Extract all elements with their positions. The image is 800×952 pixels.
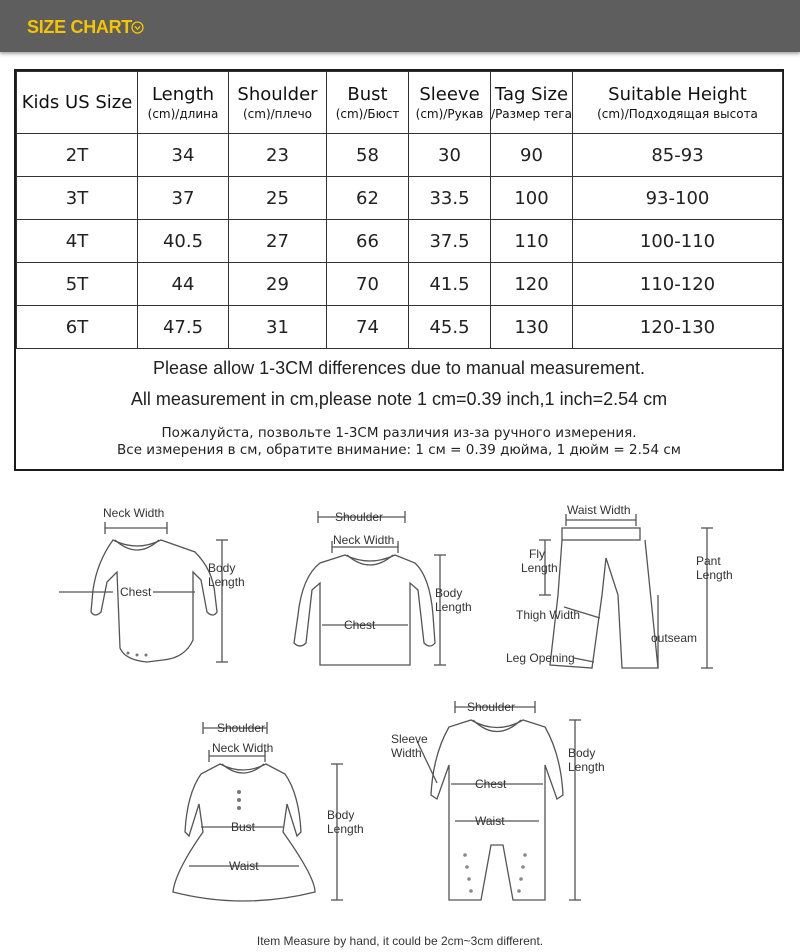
- table-cell: 70: [327, 263, 409, 306]
- diagram-label: Bust: [231, 820, 256, 834]
- table-row: [17, 263, 783, 306]
- table-cell: 93-100: [573, 177, 783, 220]
- diagram-label: Waist: [229, 859, 259, 873]
- note-line: Пожалуйста, позвольте 1-3CM различия из-за ручного измерения.: [161, 425, 637, 441]
- table-cell: 58: [327, 134, 409, 177]
- table-cell: 25: [229, 177, 327, 220]
- table-cell: 40.5: [138, 220, 229, 263]
- table-cell: 66: [327, 220, 409, 263]
- diagram-label: Chest: [344, 618, 376, 632]
- column-header: Sleeve (cm)/Рукав: [409, 72, 491, 134]
- diagram-label: outseam: [651, 631, 698, 645]
- table-cell: 37: [138, 177, 229, 220]
- size-chart-header: [0, 0, 800, 52]
- diagram-label: Shoulder: [217, 721, 266, 735]
- table-cell: 74: [327, 306, 409, 349]
- table-cell: 110: [491, 220, 573, 263]
- diagram-label: Neck Width: [333, 533, 395, 547]
- diagram-label: Body: [568, 746, 596, 760]
- diagram-label: Fly: [529, 547, 545, 561]
- table-cell: 31: [229, 306, 327, 349]
- diagram-label: Neck Width: [212, 741, 274, 755]
- header-title: SIZE CHART: [27, 17, 133, 37]
- diagram-label: Shoulder: [335, 510, 384, 524]
- table-row: [17, 134, 783, 177]
- table-cell: 34: [138, 134, 229, 177]
- diagram-label: Length: [696, 568, 733, 582]
- table-cell: 3T: [17, 177, 138, 220]
- note-line: Все измерения в см, обратите внимание: 1 см = 0.39 дюйма, 1 дюйм = 2.54 см: [117, 442, 681, 458]
- diagram-label: Length: [568, 760, 605, 774]
- table-cell: 41.5: [409, 263, 491, 306]
- table-cell: 130: [491, 306, 573, 349]
- column-header: Kids US Size: [17, 72, 138, 134]
- column-header: Shoulder (cm)/плечо: [229, 72, 327, 134]
- table-row: [17, 220, 783, 263]
- table-cell: 33.5: [409, 177, 491, 220]
- footer-note: Item Measure by hand, it could be 2cm~3cm different.: [256, 934, 544, 948]
- diagram-label: Chest: [475, 777, 507, 791]
- pants-outline: [550, 540, 658, 668]
- diagram-label: Pant: [696, 554, 721, 568]
- table-cell: 85-93: [573, 134, 783, 177]
- table-row: [17, 306, 783, 349]
- table-row: [17, 177, 783, 220]
- diagram-label: Length: [327, 822, 364, 836]
- column-header: Length (cm)/длина: [138, 72, 229, 134]
- romper-outline: [431, 720, 563, 900]
- table-cell: 37.5: [409, 220, 491, 263]
- diagram-label: Thigh Width: [516, 608, 581, 622]
- diagram-label: Leg Opening: [506, 651, 575, 665]
- table-cell: 100: [491, 177, 573, 220]
- column-header: Suitable Height (cm)/Подходящая высота: [573, 72, 783, 134]
- romper-diagram: [385, 695, 625, 910]
- diagram-label: Body: [435, 586, 463, 600]
- table-cell: 110-120: [573, 263, 783, 306]
- table-cell: 120: [491, 263, 573, 306]
- diagram-label: Waist: [475, 814, 505, 828]
- diagram-label: Length: [521, 561, 558, 575]
- table-cell: 2T: [17, 134, 138, 177]
- diagram-label: Sleeve: [391, 732, 428, 746]
- table-cell: 29: [229, 263, 327, 306]
- diagram-label: Chest: [120, 585, 152, 599]
- diagram-label: Length: [208, 575, 245, 589]
- dress-diagram: [165, 712, 380, 912]
- shirt-outline: [294, 555, 435, 665]
- note-line: Please allow 1-3CM differences due to manual measurement.: [153, 358, 645, 378]
- pants-diagram: [500, 500, 745, 680]
- size-table: [16, 71, 783, 349]
- column-header: Bust (cm)/Бюст: [327, 72, 409, 134]
- table-cell: 120-130: [573, 306, 783, 349]
- diagram-label: Body: [327, 808, 355, 822]
- size-table-frame: [14, 69, 784, 471]
- table-cell: 100-110: [573, 220, 783, 263]
- shirt-diagram: [290, 505, 490, 675]
- table-cell: 30: [409, 134, 491, 177]
- diagram-label: Shoulder: [467, 700, 516, 714]
- diagram-label: Length: [435, 600, 472, 614]
- table-cell: 45.5: [409, 306, 491, 349]
- bodysuit-diagram: [45, 500, 260, 675]
- table-cell: 44: [138, 263, 229, 306]
- diagram-label: Width: [391, 746, 422, 760]
- column-header: Tag Size /Размер тега: [491, 72, 573, 134]
- table-cell: 4T: [17, 220, 138, 263]
- table-cell: 47.5: [138, 306, 229, 349]
- table-cell: 27: [229, 220, 327, 263]
- diagram-label: Body: [208, 561, 236, 575]
- table-cell: 23: [229, 134, 327, 177]
- bodysuit-outline: [91, 540, 217, 662]
- circle-chevron-down-icon: [131, 21, 144, 34]
- diagram-label: Waist Width: [567, 503, 631, 517]
- table-cell: 90: [491, 134, 573, 177]
- table-cell: 62: [327, 177, 409, 220]
- table-cell: 5T: [17, 263, 138, 306]
- table-cell: 6T: [17, 306, 138, 349]
- diagram-label: Neck Width: [103, 506, 165, 520]
- note-line: All measurement in cm,please note 1 cm=0.39 inch,1 inch=2.54 cm: [130, 389, 668, 409]
- table-header-row: [17, 72, 783, 134]
